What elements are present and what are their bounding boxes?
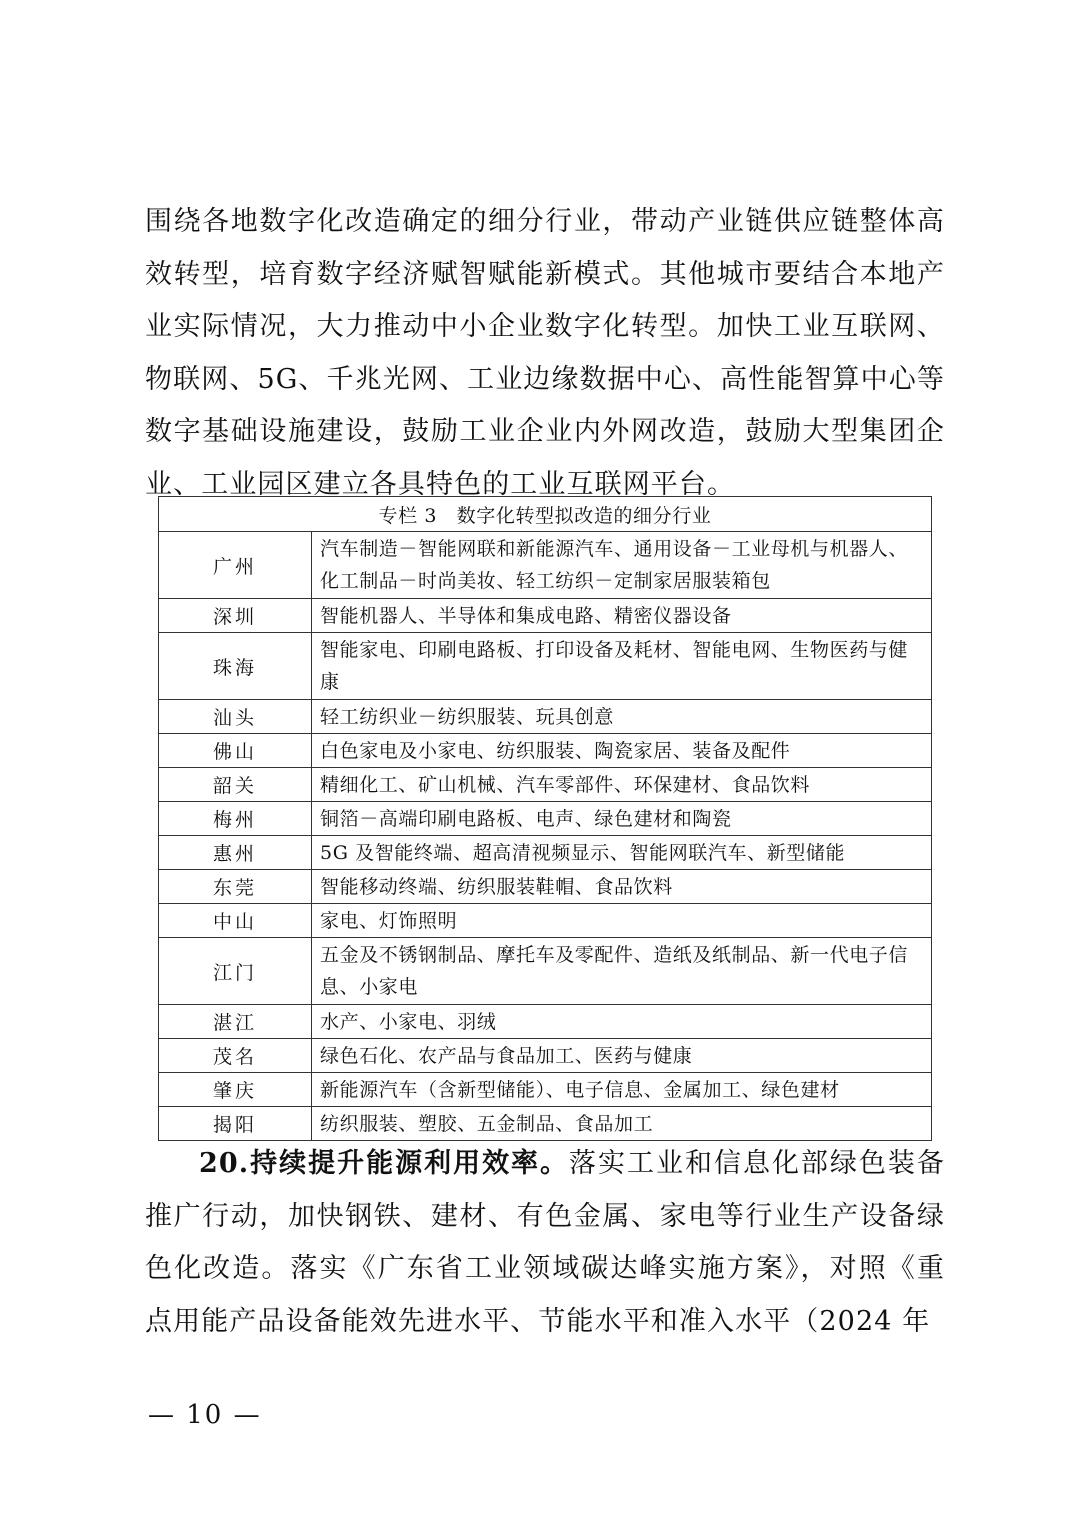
table-row [159, 802, 932, 836]
industries-cell: 水产、小家电、羽绒 [312, 1005, 932, 1039]
table-row [159, 734, 932, 768]
industries-cell: 新能源汽车（含新型储能）、电子信息、金属加工、绿色建材 [312, 1073, 932, 1107]
section-20-body: 落实工业和信息化部绿色装备推广行动，加快钢铁、建材、有色金属、家电等行业生产设备绿色化改造。落实《广东省工业领域碳达峰实施方案》，对照《重点用能产品设备能效先进水平、节能水平和准入水平（2024 年 [145, 1148, 945, 1337]
industries-cell: 轻工纺织业－纺织服装、玩具创意 [312, 700, 932, 734]
table-row [159, 904, 932, 938]
table-row [159, 633, 932, 700]
section-20-paragraph [145, 1138, 945, 1348]
intro-paragraph: 围绕各地数字化改造确定的细分行业，带动产业链供应链整体高效转型，培育数字经济赋智赋能新模式。其他城市要结合本地产业实际情况，大力推动中小企业数字化转型。加快工业互联网、物联网、5G、千兆光网、工业边缘数据中心、高性能智算中心等数字基础设施建设，鼓励工业企业内外网改造，鼓励大型集团企业、工业园区建立各具特色的工业互联网平台。 [145, 206, 945, 500]
table-row [159, 1107, 932, 1141]
industry-table [158, 496, 932, 1141]
table-row [159, 768, 932, 802]
industries-cell: 5G 及智能终端、超高清视频显示、智能网联汽车、新型储能 [312, 836, 932, 870]
table-row [159, 700, 932, 734]
industries-cell: 铜箔－高端印刷电路板、电声、绿色建材和陶瓷 [312, 802, 932, 836]
industries-cell: 智能机器人、半导体和集成电路、精密仪器设备 [312, 599, 932, 633]
city-cell: 佛山 [159, 734, 312, 768]
table-row [159, 836, 932, 870]
table-row [159, 870, 932, 904]
industries-cell: 五金及不锈钢制品、摩托车及零配件、造纸及纸制品、新一代电子信息、小家电 [312, 938, 932, 1005]
table-row [159, 1005, 932, 1039]
city-cell: 肇庆 [159, 1073, 312, 1107]
city-cell: 东莞 [159, 870, 312, 904]
city-cell: 梅州 [159, 802, 312, 836]
industries-cell: 白色家电及小家电、纺织服装、陶瓷家居、装备及配件 [312, 734, 932, 768]
city-cell: 揭阳 [159, 1107, 312, 1141]
industries-cell: 智能家电、印刷电路板、打印设备及耗材、智能电网、生物医药与健康 [312, 633, 932, 700]
city-cell: 惠州 [159, 836, 312, 870]
table-row [159, 532, 932, 599]
city-cell: 深圳 [159, 599, 312, 633]
industries-cell: 智能移动终端、纺织服装鞋帽、食品饮料 [312, 870, 932, 904]
city-cell: 茂名 [159, 1039, 312, 1073]
industries-cell: 绿色石化、农产品与食品加工、医药与健康 [312, 1039, 932, 1073]
industries-cell: 家电、灯饰照明 [312, 904, 932, 938]
page-number: — 10 — [148, 1400, 262, 1430]
table-row [159, 938, 932, 1005]
industries-cell: 精细化工、矿山机械、汽车零部件、环保建材、食品饮料 [312, 768, 932, 802]
city-cell: 珠海 [159, 633, 312, 700]
city-cell: 江门 [159, 938, 312, 1005]
city-cell: 韶关 [159, 768, 312, 802]
table-row [159, 1039, 932, 1073]
city-cell: 汕头 [159, 700, 312, 734]
table-row [159, 599, 932, 633]
city-cell: 中山 [159, 904, 312, 938]
industries-cell: 纺织服装、塑胶、五金制品、食品加工 [312, 1107, 932, 1141]
city-cell: 广州 [159, 532, 312, 599]
city-cell: 湛江 [159, 1005, 312, 1039]
table-row [159, 1073, 932, 1107]
industries-cell: 汽车制造－智能网联和新能源汽车、通用设备－工业母机与机器人、化工制品－时尚美妆、轻工纺织－定制家居服装箱包 [312, 532, 932, 599]
section-20-heading: 20.持续提升能源利用效率。 [199, 1148, 570, 1179]
table-caption: 专栏 3 数字化转型拟改造的细分行业 [159, 497, 932, 532]
